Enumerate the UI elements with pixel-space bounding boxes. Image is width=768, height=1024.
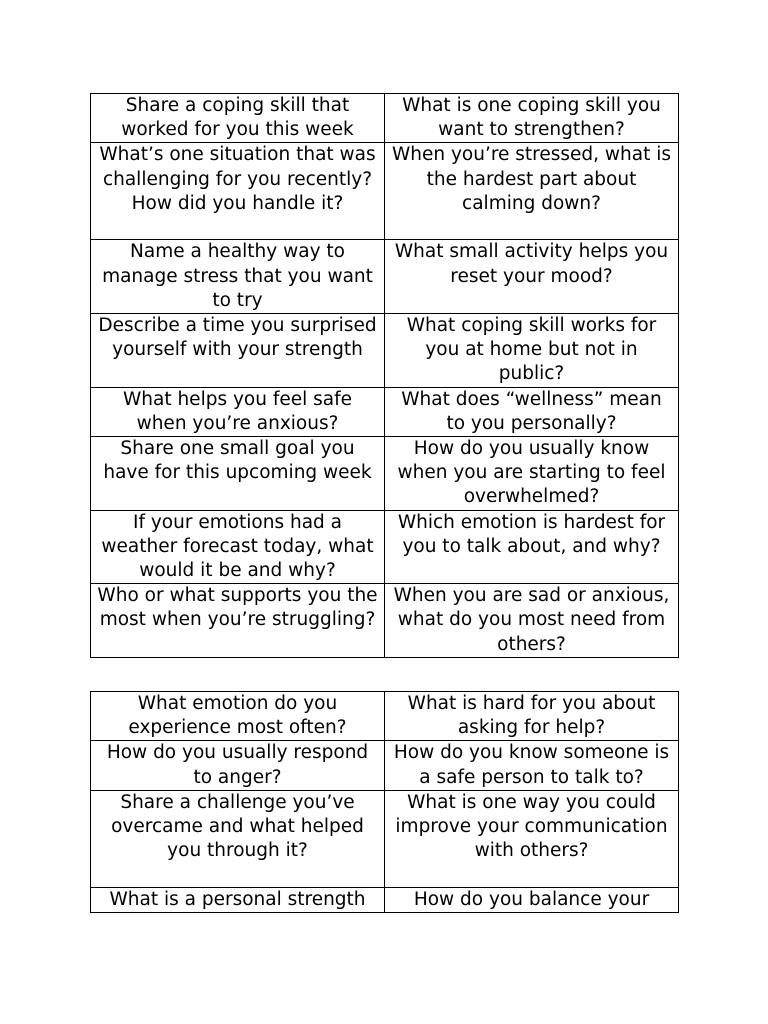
question-card: What helps you feel safe when you’re anxious? xyxy=(91,387,385,436)
question-card: Share a coping skill that worked for you this week xyxy=(91,94,385,143)
question-card: How do you usually know when you are starting to feel overwhelmed? xyxy=(385,437,679,511)
question-card: How do you balance your xyxy=(385,887,679,912)
question-card: Which emotion is hardest for you to talk about, and why? xyxy=(385,510,679,584)
question-card: When you’re stressed, what is the hardest part about calming down? xyxy=(385,143,679,240)
table-row xyxy=(91,584,679,658)
question-card: Describe a time you surprised yourself with your strength xyxy=(91,314,385,388)
table-row xyxy=(91,887,679,912)
table-row xyxy=(91,143,679,240)
question-card: Who or what supports you the most when you’re struggling? xyxy=(91,584,385,658)
question-card: Name a healthy way to manage stress that you want to try xyxy=(91,240,385,314)
question-card: What emotion do you experience most often? xyxy=(91,692,385,741)
question-card: What is hard for you about asking for help? xyxy=(385,692,679,741)
table-row xyxy=(91,741,679,790)
table-row xyxy=(91,510,679,584)
table-row xyxy=(91,437,679,511)
table-row xyxy=(91,790,679,887)
question-card: What is a personal strength xyxy=(91,887,385,912)
question-card: What is one way you could improve your communication with others? xyxy=(385,790,679,887)
question-card: Share a challenge you’ve overcame and what helped you through it? xyxy=(91,790,385,887)
question-card: Share one small goal you have for this upcoming week xyxy=(91,437,385,511)
question-card: If your emotions had a weather forecast today, what would it be and why? xyxy=(91,510,385,584)
question-card: How do you usually respond to anger? xyxy=(91,741,385,790)
table-row xyxy=(91,387,679,436)
question-card: What does “wellness” mean to you personally? xyxy=(385,387,679,436)
question-card: What coping skill works for you at home but not in public? xyxy=(385,314,679,388)
question-card: How do you know someone is a safe person to talk to? xyxy=(385,741,679,790)
question-card: What’s one situation that was challenging for you recently? How did you handle it? xyxy=(91,143,385,240)
table-row xyxy=(91,240,679,314)
table-row xyxy=(91,692,679,741)
question-card-table-2 xyxy=(90,691,679,913)
table-row xyxy=(91,94,679,143)
question-card-table-1 xyxy=(90,93,679,658)
table-row xyxy=(91,314,679,388)
question-card: When you are sad or anxious, what do you most need from others? xyxy=(385,584,679,658)
question-card: What small activity helps you reset your mood? xyxy=(385,240,679,314)
question-card: What is one coping skill you want to strengthen? xyxy=(385,94,679,143)
